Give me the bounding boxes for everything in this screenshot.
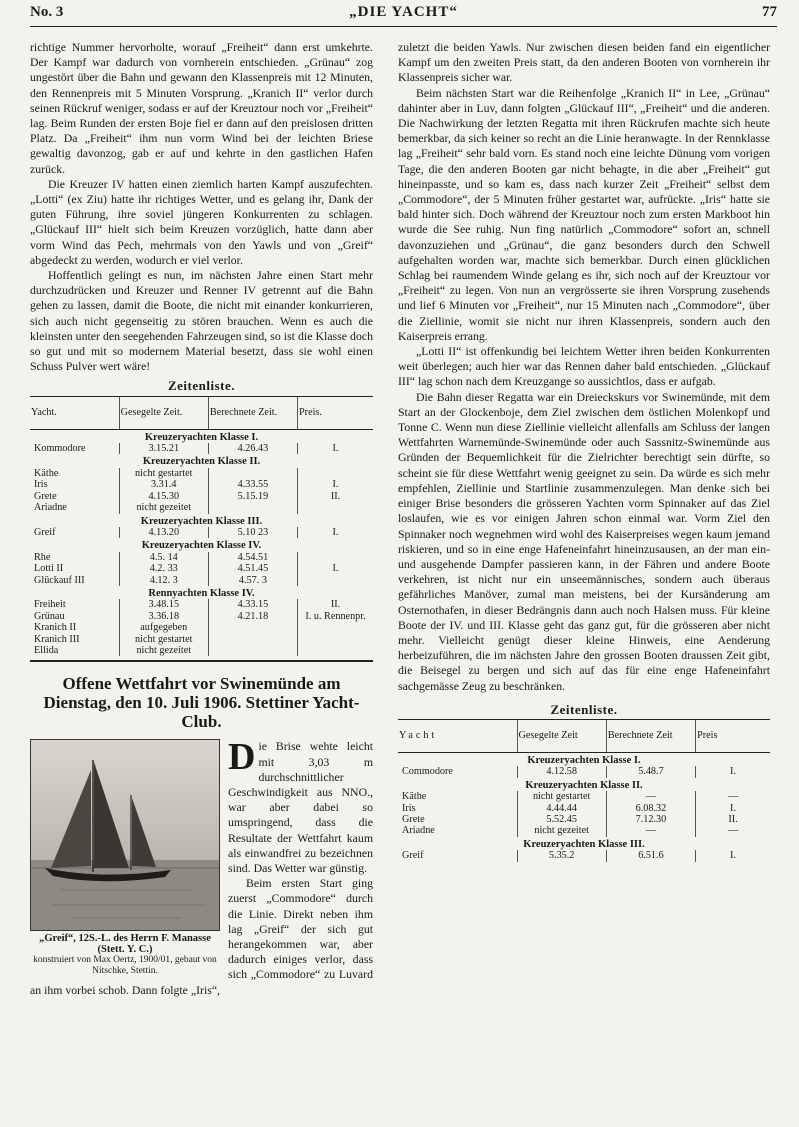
sailed-time: 5.52.45	[517, 814, 606, 825]
left-column	[30, 40, 373, 998]
paragraph: Hoffentlich gelingt es nun, im nächsten Jahre einen Start mehr durchzudrücken und Kreuzer und Renner IV getrennt auf die Bahn gehen zu lassen, damit die Boote, die nicht mit einander konkurrieren, sich auch nicht gegenseitig zu stören brauchen. Wenn es auch die kleinsten unter den seegehenden Fahrzeugen sind, so ist die Klasse doch so gut und mit so modernem Material besetzt, dass sie wohl einen Schuss Pulver wert wäre!	[30, 268, 373, 374]
table-row	[30, 502, 373, 513]
prize: —	[696, 825, 770, 836]
class-heading: Kreuzeryachten Klasse II.	[142, 456, 261, 468]
prize: —	[696, 791, 770, 802]
yacht-name: Grete	[402, 813, 425, 825]
paragraph: ie Brise wehte leicht mit 3,03 m durchschnittlicher Geschwindigkeit aus NNO., war aber dabei so umspringend, dass die Resultate der Wettfahrt kaum als einwandfrei zu bezeichnen sind. Das Wetter war günstig.	[228, 739, 373, 876]
table-rule	[30, 660, 373, 662]
yacht-name: Lotti II	[34, 563, 64, 575]
calculated-time: 5.10 23	[208, 527, 297, 538]
sailed-time: 3.36.18	[119, 611, 208, 622]
paragraph: Beim ersten Start ging zuerst „Commodore“ durch die Linie. Direkt neben ihm lag „Greif“ der sich gut herangekommen war, aber dadurch einiges verlor, dass sich „Commodore“ zu Luvard an ihm vorbei schob. Dann folgte „Iris“,	[30, 876, 373, 997]
page-number: 77	[762, 4, 777, 20]
calculated-time: 5.15.19	[208, 491, 297, 502]
sailed-time: aufgegeben	[119, 622, 208, 633]
yacht-name: Ariadne	[402, 825, 435, 837]
yacht-name: Greif	[34, 526, 56, 538]
prize: II.	[298, 491, 373, 502]
table-row	[30, 634, 373, 645]
paragraph: Die Kreuzer IV hatten einen ziemlich harten Kampf auszufechten. „Lotti“ (ex Ziu) hatte ihr richtiges Wetter, und es gelang ihr, Dank der guten Führung, ihre soviel jüngeren Konkurrenten zu schlagen. „Glückauf III“ hielt sich beim Kreuzen vorzüglich, hatte dann aber vorm Wind das Pech, mehrmals von den Yawls und von „Greif“ abgedeckt zu werden, wodurch er viel verlor.	[30, 176, 373, 267]
prize: I.	[298, 443, 373, 454]
yacht-photo	[30, 739, 220, 931]
yacht-name: Käthe	[34, 467, 59, 479]
table-row	[30, 552, 373, 563]
paragraph: Die Bahn dieser Regatta war ein Dreieckskurs vor Swinemünde, mit dem Start an der Glockenboje, dem Ziel zwischen dem östlichen Molenkopf und Tonne C. Wenn nun diese Ziellinie vielleicht allenfalls am Schluss der langen Wettfahrten Warnemünde-Swinemünde oder auch Sassnitz-Swinemünde aus Gründen der Bequemlichkeit für die Zielrichter berechtigt sein dürfte, so scheint sie für diese Wettfahrt wenig geeignet zu sein. Da würde es sich mehr empfehlen, Ziellinie und Startlinie zusammenzulegen. Man denke sich bei einiger Brise besonders die grösseren Yachten vorm Spinnaker auf das Ziel loslaufen, wie es vor einigen Jahren schon einmal war. Vorm Ziel den Spinnaker noch wegnehmen wird wohl des Kaiserpreises wegen kaum jemand riskieren, und so in eine enge Hafeneinfahrt hineinzusausen, an der man ein- und ausgehende Dampfer passieren kann, in der Fähren und andere Boote verkehren, ist nicht nur ein unseemännisches, sondern auch überaus gefährliches Manöver, zumal man meistens, bei der Kursänderung am Osternothafen, in dieser Bedrängnis dann auch noch Halsen muss. Für kleine Boote der IV. und III. Klasse geht das ganz gut, für die grösseren aber nicht mehr. Vielleicht genügt dieser kleine Hinweis, eine Aenderung herbeizuführen, die im nächsten Jahre den grossen Booten draussen Zeit gibt, die Beisegel zu bergen und sich auf das für eine enge Hafeneinfahrt sachgemässe Zeug zu beschränken.	[398, 389, 770, 693]
column-header: Preis.	[298, 397, 373, 430]
photo-figure	[30, 739, 220, 976]
sailed-time: 3.31.4	[119, 479, 208, 490]
calculated-time: 4.57. 3	[208, 575, 297, 586]
sailed-time: nicht gestartet	[119, 468, 208, 479]
prize: I.	[298, 527, 373, 538]
prize: I.	[696, 850, 770, 861]
class-heading-row	[398, 837, 770, 850]
table-row	[30, 468, 373, 479]
calculated-time	[208, 468, 297, 479]
table-row	[398, 825, 770, 836]
sailed-time: 3.15.21	[119, 443, 208, 454]
table-row	[398, 803, 770, 814]
table-row	[30, 622, 373, 633]
prize	[298, 552, 373, 563]
class-heading-row	[30, 586, 373, 599]
calculated-time: 4.21.18	[208, 611, 297, 622]
yacht-name: Iris	[34, 479, 48, 491]
table-row	[30, 443, 373, 454]
yacht-name: Kranich III	[34, 633, 80, 645]
column-header: Berechnete Zeit	[606, 720, 695, 753]
prize	[298, 634, 373, 645]
paragraph: richtige Nummer hervorholte, worauf „Freiheit“ dann erst umkehrte. Der Kampf war dadurch von vornherein entschieden. „Grünau“ zog ungestört über die Bahn und gewann den Klassenpreis mit 12 Minuten, den Rennenpreis mit 5 Minuten Vorsprung. „Kranich II“ verlor durch seinen Rückruf weniger, sodass er auf der Kreuztour noch vor „Freiheit“ lag. Beim Runden der ersten Boje fiel er dann auf den preislosen dritten Platz. Da „Freiheit“ ihm nun vorm Wind bei der leichten Briese gewaltig davonzog, gab er auf und kehrte in den gastlichen Hafen zurück.	[30, 40, 373, 176]
sailed-time: 4.13.20	[119, 527, 208, 538]
paragraph: „Lotti II“ ist offenkundig bei leichtem Wetter ihren beiden Konkurrenten weit überlegen; auch hier war das Rennen daher bald entschieden. „Glückauf III“ lag schon nach dem Kreuzgange so aussichtlos, dass er aufgab.	[398, 344, 770, 389]
calculated-time	[208, 645, 297, 656]
class-heading: Kreuzeryachten Klasse I.	[527, 754, 641, 766]
prize	[298, 622, 373, 633]
table-title: Zeitenliste.	[550, 701, 618, 717]
table-row	[30, 611, 373, 622]
yacht-name: Grünau	[34, 610, 65, 622]
class-heading: Rennyachten Klasse IV.	[148, 587, 255, 599]
table-row	[30, 575, 373, 586]
prize: I.	[298, 479, 373, 490]
calculated-time: —	[606, 791, 695, 802]
table-row	[398, 791, 770, 802]
issue-number: No. 3	[30, 4, 64, 20]
sailed-time: nicht gestartet	[517, 791, 606, 802]
prize	[298, 468, 373, 479]
sailed-time: nicht gezeitet	[517, 825, 606, 836]
yacht-name: Ariadne	[34, 502, 67, 514]
sailed-time: 4.44.44	[517, 803, 606, 814]
class-heading-row	[30, 454, 373, 467]
prize: I.	[696, 766, 770, 777]
class-heading-row	[398, 752, 770, 766]
calculated-time	[208, 634, 297, 645]
table-row	[398, 850, 770, 861]
column-header: Berechnete Zeit.	[208, 397, 297, 430]
right-column	[398, 40, 770, 862]
column-header: Gesegelte Zeit.	[119, 397, 208, 430]
sailed-time: 4.12.58	[517, 766, 606, 777]
table-row	[30, 645, 373, 656]
yacht-name: Iris	[402, 802, 416, 814]
column-header: Preis	[696, 720, 770, 753]
sailed-time: 4.5. 14	[119, 552, 208, 563]
calculated-time: 4.33.55	[208, 479, 297, 490]
yacht-name: Kommodore	[34, 443, 86, 455]
calculated-time: 5.48.7	[606, 766, 695, 777]
prize: II.	[696, 814, 770, 825]
calculated-time	[208, 622, 297, 633]
table-row	[398, 814, 770, 825]
header-rule	[30, 26, 777, 27]
class-heading: Kreuzeryachten Klasse II.	[525, 779, 643, 791]
drop-cap: D	[228, 736, 256, 779]
yacht-name: Ellida	[34, 644, 59, 656]
sailed-time: 3.48.15	[119, 599, 208, 610]
photo-caption	[30, 934, 220, 976]
class-heading: Kreuzeryachten Klasse IV.	[141, 540, 262, 552]
prize: I.	[696, 803, 770, 814]
yacht-name: Greif	[402, 850, 424, 862]
prize	[298, 575, 373, 586]
class-heading-row	[398, 778, 770, 791]
yacht-name: Käthe	[402, 791, 427, 803]
paragraph: Beim nächsten Start war die Reihenfolge „Kranich II“ in Lee, „Grünau“ dahinter aber in Luv, dann folgten „Glückauf III“, „Freiheit“ und die anderen. Die Nachwirkung der letzten Regatta mit ihren Rückrufen machte sich heute bemerkbar, da sich keiner so recht an die Linie heranwagte. In der Rennklasse lag „Freiheit“ sehr bald vorn. Es stand noch eine leichte Dünung vom vorigen Tage, die den anderen Booten gar nicht behagte, in die aber „Freiheit“ gut hineinpasste, und so kam es, dass nach kurzer Zeit „Freiheit“ selbst dem „Commodore“, der 5 Minuten früher gestartet war, aufrückte. „Iris“ hatte sie bald hinter sich. Doch während der Kreuztour noch zum ersten Markboot hin wurde die See ruhig. Nun fing natürlich „Commodore“ sofort an, schnell davonzuziehen und „Grünau“, die ganz besonders durch den Schwell aufgehalten worden war, machte sich bemerkbar. Durch einen glücklichen Schlag bei raumendem Winde gelang es ihr, sich noch auf der Kreuztour vor „Freiheit“ zu legen. Von nun an vergrösserte sie ihren Vorsprung zusehends und lief 6 Minuten vor „Freiheit“, nur 15 Minuten nach „Commodore“, über die Ziellinie, womit sie nicht nur ihren Klassenpreis, sondern auch den Kaiserpreis errang.	[398, 85, 770, 343]
yacht-name: Glückauf III	[34, 574, 85, 586]
magazine-title: „DIE YACHT“	[349, 4, 458, 20]
class-heading-row	[30, 429, 373, 443]
calculated-time: 4.51.45	[208, 563, 297, 574]
table-row	[30, 479, 373, 490]
sailed-time: nicht gestartet	[119, 634, 208, 645]
table-row	[398, 766, 770, 777]
yacht-name: Freiheit	[34, 599, 66, 611]
yacht-name: Kranich II	[34, 622, 77, 634]
prize	[298, 645, 373, 656]
class-heading: Kreuzeryachten Klasse III.	[523, 838, 645, 850]
prize	[298, 502, 373, 513]
sailed-time: nicht gezeitet	[119, 645, 208, 656]
class-heading: Kreuzeryachten Klasse III.	[140, 515, 263, 527]
caption-text: konstruiert von Max Oertz, 1900/01, gebaut von Nitschke, Stettin.	[33, 955, 217, 976]
calculated-time: 4.54.51	[208, 552, 297, 563]
results-table	[30, 397, 373, 657]
table-row	[30, 491, 373, 502]
yacht-name: Commodore	[402, 766, 453, 778]
sailed-time: 4.12. 3	[119, 575, 208, 586]
class-heading-row	[30, 538, 373, 551]
column-header: Yacht.	[30, 397, 119, 430]
prize: I. u. Rennenpr.	[298, 611, 373, 622]
sailed-time: nicht gezeitet	[119, 502, 208, 513]
article-title: Offene Wettfahrt vor Swinemünde am Dienstag, den 10. Juli 1906. Stettiner Yacht-Club.	[43, 674, 360, 732]
calculated-time: 6.51.6	[606, 850, 695, 861]
calculated-time: 4.26.43	[208, 443, 297, 454]
sailed-time: 4.15.30	[119, 491, 208, 502]
table-row	[30, 599, 373, 610]
calculated-time: 4.33.15	[208, 599, 297, 610]
prize: I.	[298, 563, 373, 574]
calculated-time: 6.08.32	[606, 803, 695, 814]
table-row	[30, 527, 373, 538]
column-header: Gesegelte Zeit	[517, 720, 606, 753]
paragraph: zuletzt die beiden Yawls. Nur zwischen diesen beiden fand ein eigentlicher Kampf um den zweiten Preis statt, da den anderen Booten von vornherein ihr Klassenpreis sicher war.	[398, 40, 770, 85]
sailed-time: 5.35.2	[517, 850, 606, 861]
table-row	[30, 563, 373, 574]
table-title: Zeitenliste.	[167, 378, 235, 394]
yacht-name: Rhe	[34, 551, 51, 563]
results-table	[398, 720, 770, 862]
column-header: Yacht	[398, 720, 517, 753]
calculated-time: —	[606, 825, 695, 836]
calculated-time	[208, 502, 297, 513]
class-heading: Kreuzeryachten Klasse I.	[144, 431, 259, 443]
calculated-time: 7.12.30	[606, 814, 695, 825]
class-heading-row	[30, 514, 373, 527]
page-header	[30, 4, 777, 22]
yacht-name: Grete	[34, 490, 57, 502]
sailed-time: 4.2. 33	[119, 563, 208, 574]
caption-title: „Greif“, 12S.-L. des Herrn F. Manasse (Stett. Y. C.)	[39, 933, 211, 955]
prize: II.	[298, 599, 373, 610]
